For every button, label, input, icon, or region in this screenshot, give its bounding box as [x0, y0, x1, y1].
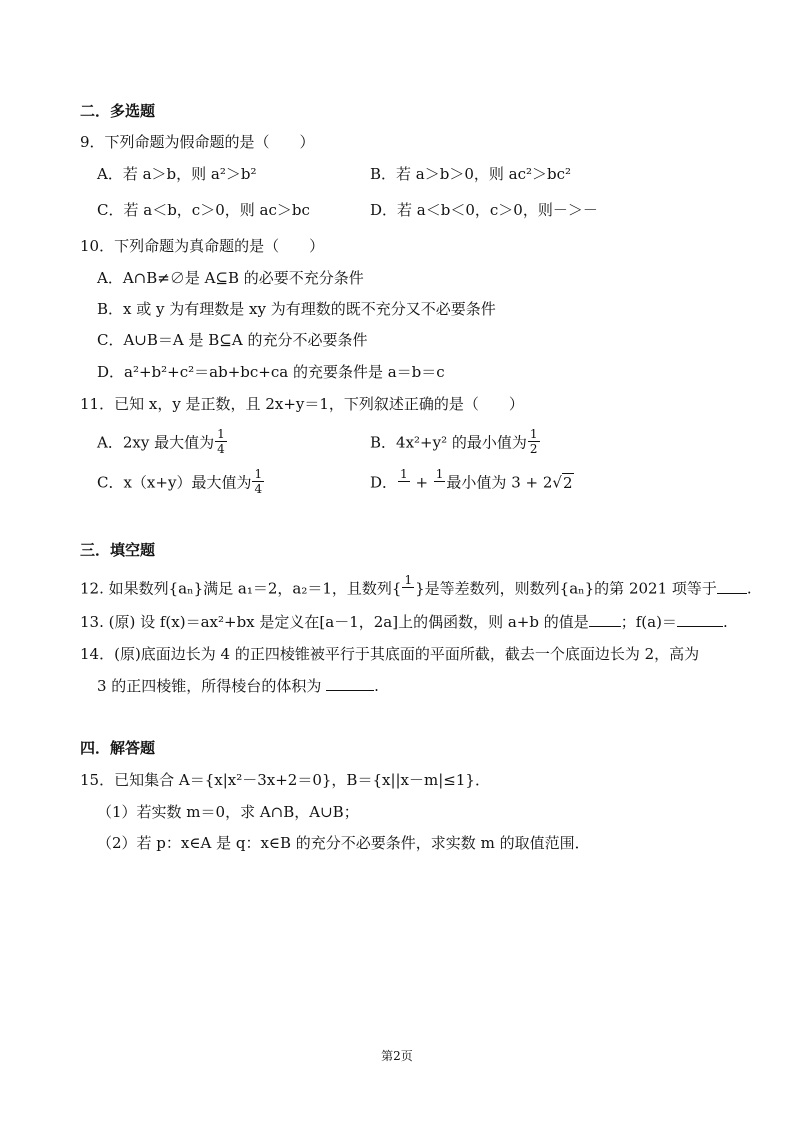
- question-11-option-b: [370, 427, 541, 457]
- period: .: [746, 579, 752, 598]
- fraction-numerator: 1: [400, 467, 408, 481]
- question-15-stem: 15．已知集合 A＝{x|x²－3x+2＝0}，B＝{x||x－m|≤1}．: [80, 771, 490, 789]
- question-10-option-b: B．x 或 y 为有理数是 xy 为有理数的既不充分又不必要条件: [97, 300, 496, 318]
- question-11-option-c-text: C．x（x+y）最大值为: [97, 473, 252, 492]
- answer-blank[interactable]: [677, 612, 723, 627]
- page-number: 第2页: [381, 1049, 413, 1063]
- answer-blank[interactable]: [326, 676, 374, 691]
- question-11-option-a-text: A．2xy 最大值为: [97, 433, 215, 452]
- question-13-text-1: 13. (原) 设 f(x)＝ax²+bx 是定义在[a－1，2a]上的偶函数，则 a+b 的值是: [80, 613, 589, 631]
- question-11-option-d-label: D．: [370, 473, 398, 492]
- question-14-line-1: 14．(原)底面边长为 4 的正四棱锥被平行于其底面的平面所截，截去一个底面边长为 2，高为: [80, 645, 700, 663]
- question-10-option-c: C．A∪B＝A 是 B⊆A 的充分不必要条件: [97, 331, 368, 349]
- plus-sign: +: [410, 473, 433, 492]
- question-9-option-d: D．若 a＜b＜0，c＞0，则－＞－: [370, 201, 598, 219]
- question-10-option-a: A．A∩B≠∅是 A⊆B 的必要不充分条件: [97, 269, 364, 287]
- answer-blank[interactable]: [717, 579, 747, 594]
- fraction: [252, 468, 264, 495]
- question-13: [80, 612, 728, 632]
- fraction-denominator: 4: [254, 482, 263, 496]
- question-9-stem: 9．下列命题为假命题的是（ ）: [80, 133, 315, 151]
- section-fill-blank-title: 三．填空题: [80, 541, 156, 559]
- question-13-text-2: ；f(a)＝: [620, 613, 677, 631]
- fraction-numerator: 1: [529, 427, 538, 441]
- question-10-option-d: D．a²+b²+c²＝ab+bc+ca 的充要条件是 a＝b＝c: [97, 363, 445, 381]
- question-9-option-a: A．若 a＞b，则 a²＞b²: [97, 165, 257, 183]
- fraction: [402, 574, 414, 601]
- question-14-line-2: [97, 676, 379, 696]
- fraction-numerator: 1: [404, 573, 413, 587]
- question-9-option-c: C．若 a＜b，c＞0，则 ac＞bc: [97, 201, 310, 219]
- fraction-denominator: 4: [217, 442, 225, 456]
- question-11-stem: 11．已知 x，y 是正数，且 2x+y＝1，下列叙述正确的是（ ）: [80, 395, 524, 413]
- question-12-text-2: }是等差数列，则数列{aₙ}的第 2021 项等于: [415, 579, 717, 598]
- question-14-text: 3 的正四棱锥，所得棱台的体积为: [97, 677, 322, 695]
- question-11-option-d: D． 1 + 1 最小值为 3 + 2√2: [370, 470, 574, 497]
- question-10-stem: 10．下列命题为真命题的是（ ）: [80, 237, 325, 255]
- section-answer-title: 四．解答题: [80, 739, 156, 757]
- question-11-option-a: [97, 427, 228, 457]
- question-15-part-1: （1）若实数 m＝0，求 A∩B，A∪B；: [97, 803, 359, 821]
- question-11-option-c: [97, 467, 265, 497]
- question-11-option-b-text: B．4x²+y² 的最小值为: [370, 433, 527, 452]
- question-11-option-d-text: 最小值为 3 + 2: [446, 473, 553, 492]
- question-12: [80, 573, 752, 603]
- period: .: [374, 677, 379, 695]
- sqrt-radicand: 2: [562, 473, 573, 492]
- fraction-denominator: 2: [529, 442, 538, 456]
- fraction: [528, 428, 540, 455]
- fraction-numerator: 1: [435, 467, 444, 481]
- section-multiple-choice-title: 二．多选题: [80, 102, 156, 120]
- question-9-option-b: B．若 a＞b＞0，则 ac²＞bc²: [370, 165, 572, 183]
- period: .: [722, 613, 728, 631]
- fraction: [434, 468, 446, 495]
- fraction: [398, 468, 410, 495]
- answer-blank[interactable]: [589, 612, 621, 627]
- fraction-numerator: 1: [217, 427, 225, 441]
- fraction: [215, 428, 227, 455]
- question-12-text-1: 12. 如果数列{aₙ}满足 a₁＝2，a₂＝1，且数列{: [80, 579, 402, 598]
- question-15-part-2: （2）若 p：x∈A 是 q：x∈B 的充分不必要条件，求实数 m 的取值范围．: [97, 834, 590, 852]
- fraction-numerator: 1: [254, 467, 263, 481]
